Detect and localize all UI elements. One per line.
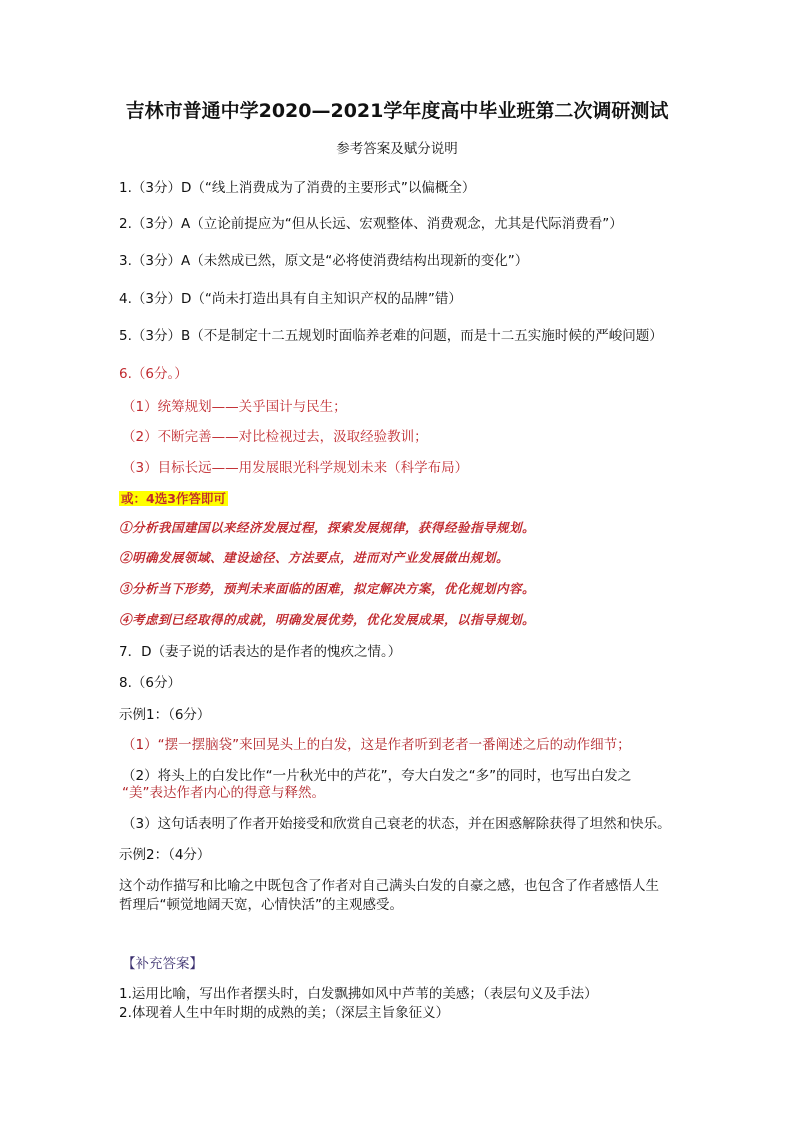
q6-alt-label: 或：4选3作答即可	[121, 491, 226, 506]
q6-alt-point-4: ④考虑到已经取得的成就，明确发展优势，优化发展成果，以指导规划。	[119, 612, 536, 627]
supplement-item-1: 1.运用比喻，写出作者摆头时，白发飘拂如风中芦苇的美感；（表层句义及手法）	[119, 986, 598, 1002]
answer-1: 1.（3分）D（“线上消费成为了消费的主要形式”以偏概全）	[119, 180, 476, 196]
q8-e2-text-b: 哲理后“顿觉地阔天宽，心情快活”的主观感受。	[119, 897, 403, 913]
page-title: 吉林市普通中学2020—2021学年度高中毕业班第二次调研测试	[125, 100, 669, 122]
q6-alt-point-1: ①分析我国建国以来经济发展过程，探索发展规律，获得经验指导规划。	[119, 520, 536, 535]
answer-4: 4.（3分）D（“尚未打造出具有自主知识产权的品牌”错）	[119, 291, 462, 307]
q8-e1-point-1: （1）“摆一摆脑袋”来回晃头上的白发，这是作者听到老者一番阐述之后的动作细节；	[122, 737, 631, 753]
answer-5: 5.（3分）B（不是制定十二五规划时面临养老难的问题，而是十二五实施时候的严峻问题）	[119, 328, 663, 344]
q8-example2-label: 示例2：（4分）	[119, 847, 211, 863]
q8-head: 8.（6分）	[119, 675, 181, 691]
q8-e1-point-2a: （2）将头上的白发比作“一片秋光中的芦花”，夸大白发之“多”的同时，也写出白发之	[122, 768, 632, 784]
page-subtitle: 参考答案及赋分说明	[336, 141, 458, 157]
q8-e1-point-2b: “美”表达作者内心的得意与释然。	[122, 785, 325, 801]
q8-example1-label: 示例1：（6分）	[119, 707, 211, 723]
answer-2: 2.（3分）A（立论前提应为“但从长远、宏观整体、消费观念，尤其是代际消费看”）	[119, 216, 623, 232]
q6-alt-label-wrap	[119, 488, 228, 507]
q6-point-3: （3）目标长远——用发展眼光科学规划未来（科学布局）	[122, 460, 469, 476]
q8-e1-point-3: （3）这句话表明了作者开始接受和欣赏自己衰老的状态，并在困惑解除获得了坦然和快乐。	[122, 816, 671, 832]
answer-7: 7．D（妻子说的话表达的是作者的愧疚之情。）	[119, 644, 402, 660]
q6-alt-point-2: ②明确发展领域、建设途径、方法要点，进而对产业发展做出规划。	[119, 550, 510, 565]
q6-point-1: （1）统筹规划——关乎国计与民生；	[122, 399, 347, 415]
supplement-item-2: 2.体现着人生中年时期的成熟的美；（深层主旨象征义）	[119, 1005, 450, 1021]
q6-alt-point-3: ③分析当下形势，预判未来面临的困难，拟定解决方案，优化规划内容。	[119, 581, 536, 596]
supplement-label: 【补充答案】	[122, 956, 203, 972]
q8-e2-text-a: 这个动作描写和比喻之中既包含了作者对自己满头白发的自豪之感，也包含了作者感悟人生	[119, 878, 659, 894]
q6-head: 6.（6分。）	[119, 366, 188, 382]
answer-3: 3.（3分）A（未然成已然，原文是“必将使消费结构出现新的变化”）	[119, 253, 529, 269]
q6-point-2: （2）不断完善——对比检视过去，汲取经验教训；	[122, 429, 428, 445]
